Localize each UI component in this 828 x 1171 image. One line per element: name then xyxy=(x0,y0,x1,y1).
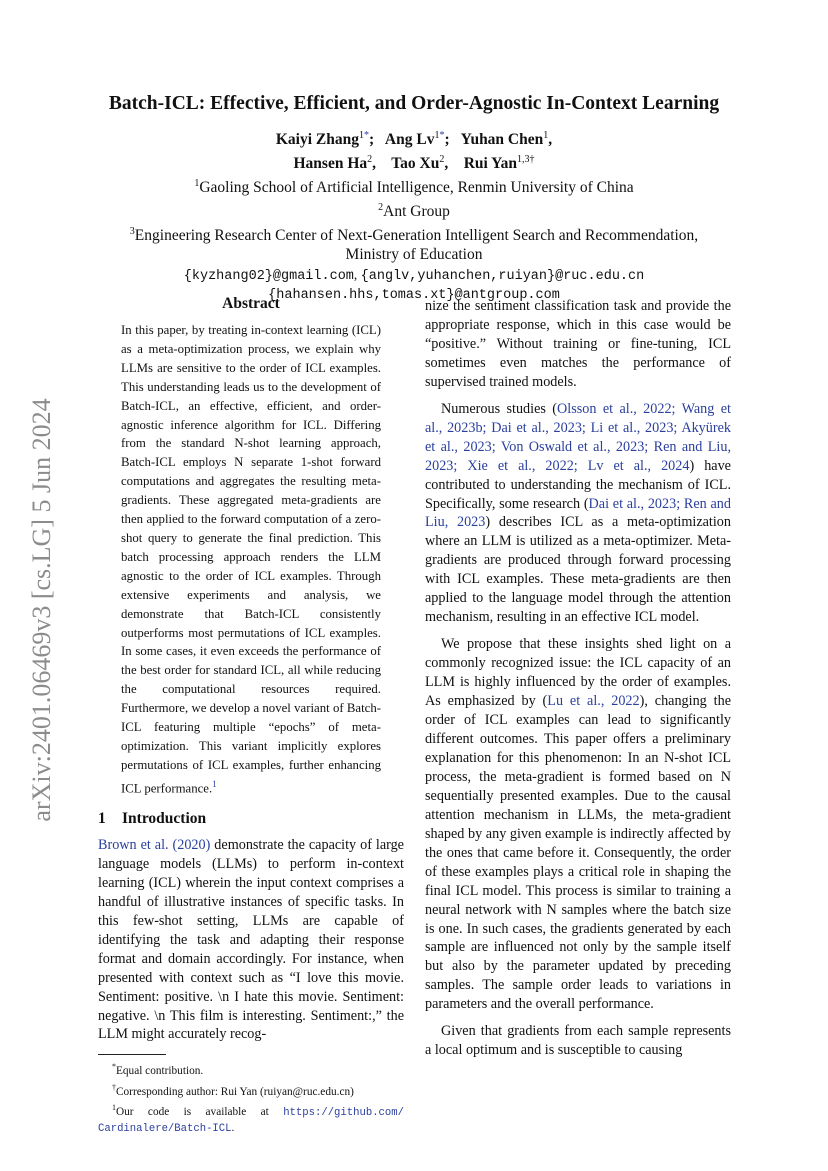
email: {anglv,yuhanchen,ruiyan}@ruc.edu.cn xyxy=(360,268,645,284)
intro-paragraph-continued: nize the sentiment classification task and provide the appropriate response, which in this case would be “positive.” Without training or fine-tuning, ICL sometimes even matches the performance of supervised trained models. xyxy=(425,298,731,390)
footnote-divider xyxy=(98,1054,166,1055)
intro-paragraph-4: Given that gradients from each sample represents a local optimum and is susceptible to causing xyxy=(425,1023,731,1059)
footnote-corresponding-author: †Corresponding author: Rui Yan (ruiyan@ruc.edu.cn) xyxy=(112,1082,354,1098)
email: {kyzhang02}@gmail.com xyxy=(183,268,354,284)
arxiv-id-text: arXiv:2401.06469v3 [cs.LG] 5 Jun 2024 xyxy=(27,397,56,822)
footnote-code: $^1$Our code is available at https://github.com/ Cardinalere/Batch-ICL. xyxy=(98,1102,404,1136)
citation-link[interactable]: Lu et al., 2022 xyxy=(547,693,640,710)
email-line-1: {kyzhang02}@gmail.com, {anglv,yuhanchen,ruiyan}@ruc.edu.cn xyxy=(183,266,645,284)
footnote-marker[interactable]: 1 xyxy=(212,778,217,789)
affiliation-1: $^1$Gaoling School of Artificial Intelligence, Renmin University of China xyxy=(194,178,634,197)
email-line-2: {hahansen.hhs,tomas.xt}@antgroup.com xyxy=(268,288,560,304)
footnote-equal-contribution: *Equal contribution. xyxy=(112,1062,204,1078)
intro-paragraph-1: Brown et al. (2020) demonstrate the capacity of large language models (LLMs) to perform in-context learning (ICL) wherein the input context comprises a handful of illustrative instances of specific tasks. In this few-shot setting, LLMs are capable of identifying the task and adapting their response format and domain accordingly. For instance, when presented with context such as “I love this movie. Sentiment: positive. \n I hate this movie. Sentiment: negative. \n This film is interesting. Sentiment:,” the LLM might accurately recog- xyxy=(98,836,404,1043)
author-name: Tao Xu xyxy=(391,155,440,173)
left-column xyxy=(98,295,404,1138)
intro-paragraph-3: We propose that these insights shed light on a commonly recognized issue: the ICL capacity of an LLM is highly influenced by the order of examples. As emphasized by (Lu et al., 2022), changing the order of ICL examples can lead to significantly different outcomes. This paper offers a preliminary explanation for this phenomenon: In an N-shot ICL process, the meta-gradient is formed based on N sequentially presented examples. Due to the causal attention mechanism in LLMs, the meta-gradient shaped by any given example is indirectly affected by the ones that came before it. Consequently, the order of these examples plays a critical role in shaping the final ICL model. This process is similar to training a neural network with N samples where the batch size is one. In such cases, the gradients generated by each sample are influenced not only by the sample itself but also by the parameter updated by preceding samples. The sample order leads to variations in parameters and the overall performance. xyxy=(425,636,731,1013)
author-line-2: Hansen Ha$^2$, Tao Xu$^2$, Rui Yan$^{1,3\dagger}$ xyxy=(293,154,535,173)
abstract-heading: Abstract xyxy=(222,295,280,312)
author-name: Yuhan Chen xyxy=(460,131,544,149)
citation-link[interactable]: Dai et al., 2023; Ren and Liu, 2023 xyxy=(425,495,731,531)
citation-link[interactable]: Brown et al. (2020) xyxy=(98,836,211,853)
code-url-link[interactable]: https://github.com/ Cardinalere/Batch-ICL xyxy=(98,1106,404,1136)
author-name: Hansen Ha xyxy=(293,155,368,173)
author-name: Ang Lv xyxy=(384,131,435,149)
citation-link[interactable]: Olsson et al., 2022; Wang et al., 2023b; Dai et al., 2023; Li et al., 2023; Akyürek et al., 2023; Von Oswald et al., 2023; Ren and Liu, 2023; Xie et al., 2022; Lv et al., 2024 xyxy=(425,400,731,474)
affiliation-3: $^3$Engineering Research Center of Next-Generation Intelligent Search and Recommendation, xyxy=(129,225,699,244)
author-line-1: Kaiyi Zhang$^{1*}$; Ang $Lv^{1*}$; Yuhan Chen$^1$, xyxy=(275,130,553,149)
affiliation-2: $^2$Ant Group xyxy=(378,201,450,221)
arxiv-identifier xyxy=(22,372,62,847)
paper-header xyxy=(98,126,730,306)
right-column xyxy=(425,297,731,1060)
affiliation-3-cont: Ministry of Education xyxy=(345,246,483,264)
author-name: Rui Yan xyxy=(463,155,517,173)
author-name: Kaiyi Zhang xyxy=(275,131,359,149)
abstract-body: In this paper, by treating in-context learning (ICL) as a meta-optimization process, we explain why LLMs are sensitive to the order of ICL examples. This understanding leads us to the development of Batch-ICL, an effective, efficient, and order-agnostic inference algorithm for ICL. Differing from the standard N-shot learning approach, Batch-ICL employs N separate 1-shot forward computations and aggregates the resulting meta-gradients. These aggregated meta-gradients are then applied to the forward computation of a zero-shot query to generate the final prediction. This batch processing approach renders the LLM agnostic to the order of ICL examples. Through extensive experiments and analysis, we demonstrate that Batch-ICL consistently outperforms most permutations of ICL examples. In some cases, it even exceeds the performance of the best order for standard ICL, all while reducing the computational resources required. Furthermore, we develop a novel variant of Batch-ICL featuring multiple “epochs” of meta-optimization. This variant implicitly explores permutations of ICL examples, further enhancing ICL performance.$^1$ xyxy=(121,323,381,796)
intro-paragraph-2: Numerous studies (Olsson et al., 2022; Wang et al., 2023b; Dai et al., 2023; Li et al., 2023; Akyürek et al., 2023; Von Oswald et al., 2023; Ren and Liu, 2023; Xie et al., 2022; Lv et al., 2024) have contributed to understanding the mechanism of ICL. Specifically, some research (Dai et al., 2023; Ren and Liu, 2023) describes ICL as a meta-optimization where an LLM is utilized as a meta-optimizer. Meta-gradients are produced through forward processing with ICL examples. These meta-gradients are then applied to the language model through the attention mechanism, resulting in an effective ICL model. xyxy=(425,400,731,626)
section-heading-introduction: 1 Introduction xyxy=(98,809,207,827)
paper-title: Batch-ICL: Effective, Efficient, and Order-Agnostic In-Context Learning xyxy=(108,93,720,114)
